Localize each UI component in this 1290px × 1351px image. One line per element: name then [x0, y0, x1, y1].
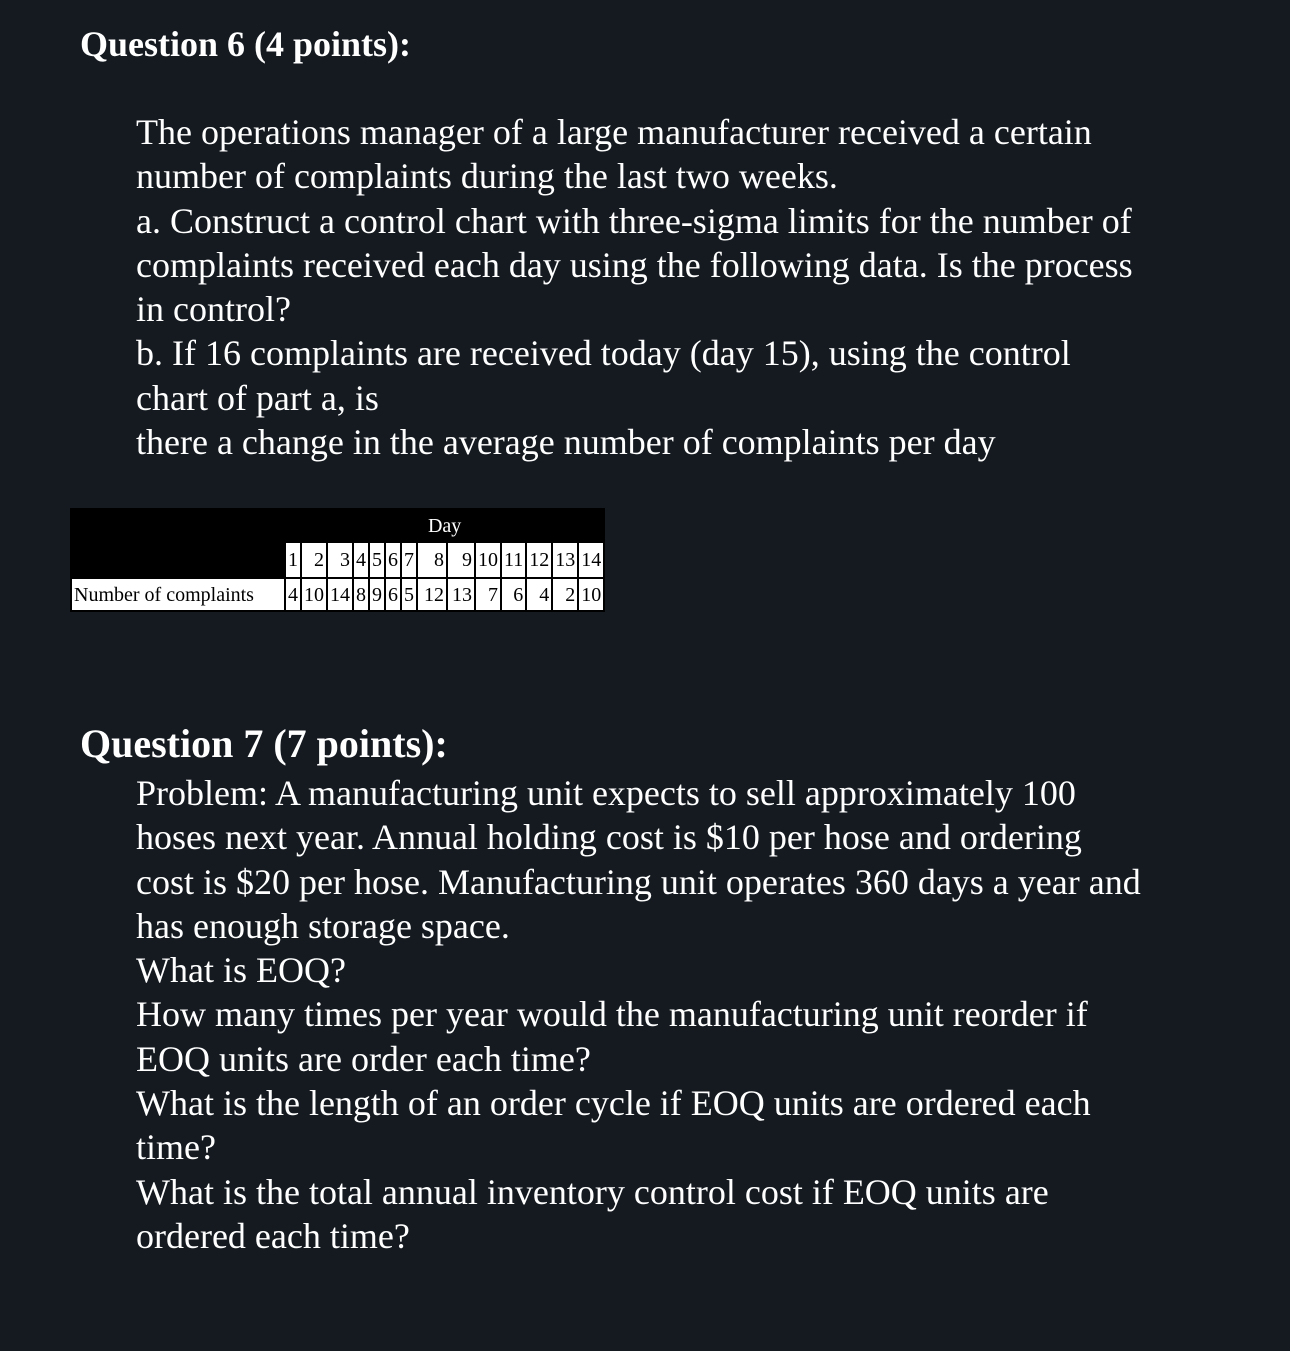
- day-header: Day: [285, 509, 604, 542]
- complaints-cell: 2: [552, 578, 578, 611]
- question-7-line: time?: [136, 1127, 216, 1168]
- complaints-cell: 6: [501, 578, 526, 611]
- complaints-cell: 12: [417, 578, 447, 611]
- complaints-cell: 4: [285, 578, 301, 611]
- table-corner-cell: [71, 509, 285, 542]
- day-cell: 1: [285, 542, 301, 578]
- day-cell: 6: [385, 542, 401, 578]
- question-7-line: cost is $20 per hose. Manufacturing unit operates 360 days a year and: [136, 861, 1141, 902]
- question-6-line: complaints received each day using the following data. Is the process: [136, 244, 1133, 285]
- question-6-line: The operations manager of a large manufacturer received a certain: [136, 112, 1092, 152]
- question-6-line: there a change in the average number of complaints per day: [136, 422, 996, 463]
- day-cell: 10: [475, 542, 501, 578]
- day-cell: 9: [447, 542, 475, 578]
- table-row: [71, 542, 604, 578]
- question-7-line: Problem: A manufacturing unit expects to sell approximately 100: [136, 773, 1076, 813]
- question-6-body: [136, 110, 1133, 464]
- complaints-cell: 7: [475, 578, 501, 611]
- question-6-line: in control?: [136, 289, 291, 330]
- question-7-line: What is the total annual inventory control cost if EOQ units are: [136, 1171, 1049, 1212]
- question-6-line: number of complaints during the last two weeks.: [136, 156, 838, 197]
- complaints-cell: 6: [385, 578, 401, 611]
- day-cell: 11: [501, 542, 526, 578]
- complaints-cell: 10: [578, 578, 604, 611]
- question-7-line: What is EOQ?: [136, 950, 346, 991]
- complaints-cell: 4: [526, 578, 552, 611]
- day-cell: 5: [369, 542, 385, 578]
- complaints-table: [70, 508, 605, 612]
- complaints-cell: 8: [353, 578, 369, 611]
- question-6-heading: Question 6 (4 points):: [80, 24, 412, 64]
- day-cell: 13: [552, 542, 578, 578]
- question-7-line: hoses next year. Annual holding cost is $10 per hose and ordering: [136, 817, 1082, 858]
- question-7-heading: Question 7 (7 points):: [80, 721, 448, 766]
- day-cell: 3: [327, 542, 353, 578]
- day-cell: 14: [578, 542, 604, 578]
- day-cell: 4: [353, 542, 369, 578]
- day-cell: 12: [526, 542, 552, 578]
- question-6-line: chart of part a, is: [136, 377, 379, 418]
- question-7-line: How many times per year would the manufacturing unit reorder if: [136, 994, 1088, 1035]
- day-cell: 2: [301, 542, 327, 578]
- table-header-row: [71, 509, 604, 542]
- complaints-cell: 13: [447, 578, 475, 611]
- complaints-cell: 14: [327, 578, 353, 611]
- complaints-cell: 5: [401, 578, 417, 611]
- table-empty-cell: [71, 542, 285, 578]
- question-7-line: has enough storage space.: [136, 905, 510, 946]
- question-7-line: ordered each time?: [136, 1215, 410, 1256]
- question-7-body: [136, 771, 1141, 1258]
- table-row: [71, 578, 604, 611]
- question-6-line: a. Construct a control chart with three-sigma limits for the number of: [136, 200, 1132, 241]
- day-cell: 7: [401, 542, 417, 578]
- day-cell: 8: [417, 542, 447, 578]
- question-6-line: b. If 16 complaints are received today (day 15), using the control: [136, 333, 1071, 374]
- question-7-line: EOQ units are order each time?: [136, 1038, 591, 1079]
- complaints-cell: 9: [369, 578, 385, 611]
- row-label: Number of complaints: [71, 578, 285, 611]
- complaints-cell: 10: [301, 578, 327, 611]
- question-7-line: What is the length of an order cycle if EOQ units are ordered each: [136, 1083, 1091, 1124]
